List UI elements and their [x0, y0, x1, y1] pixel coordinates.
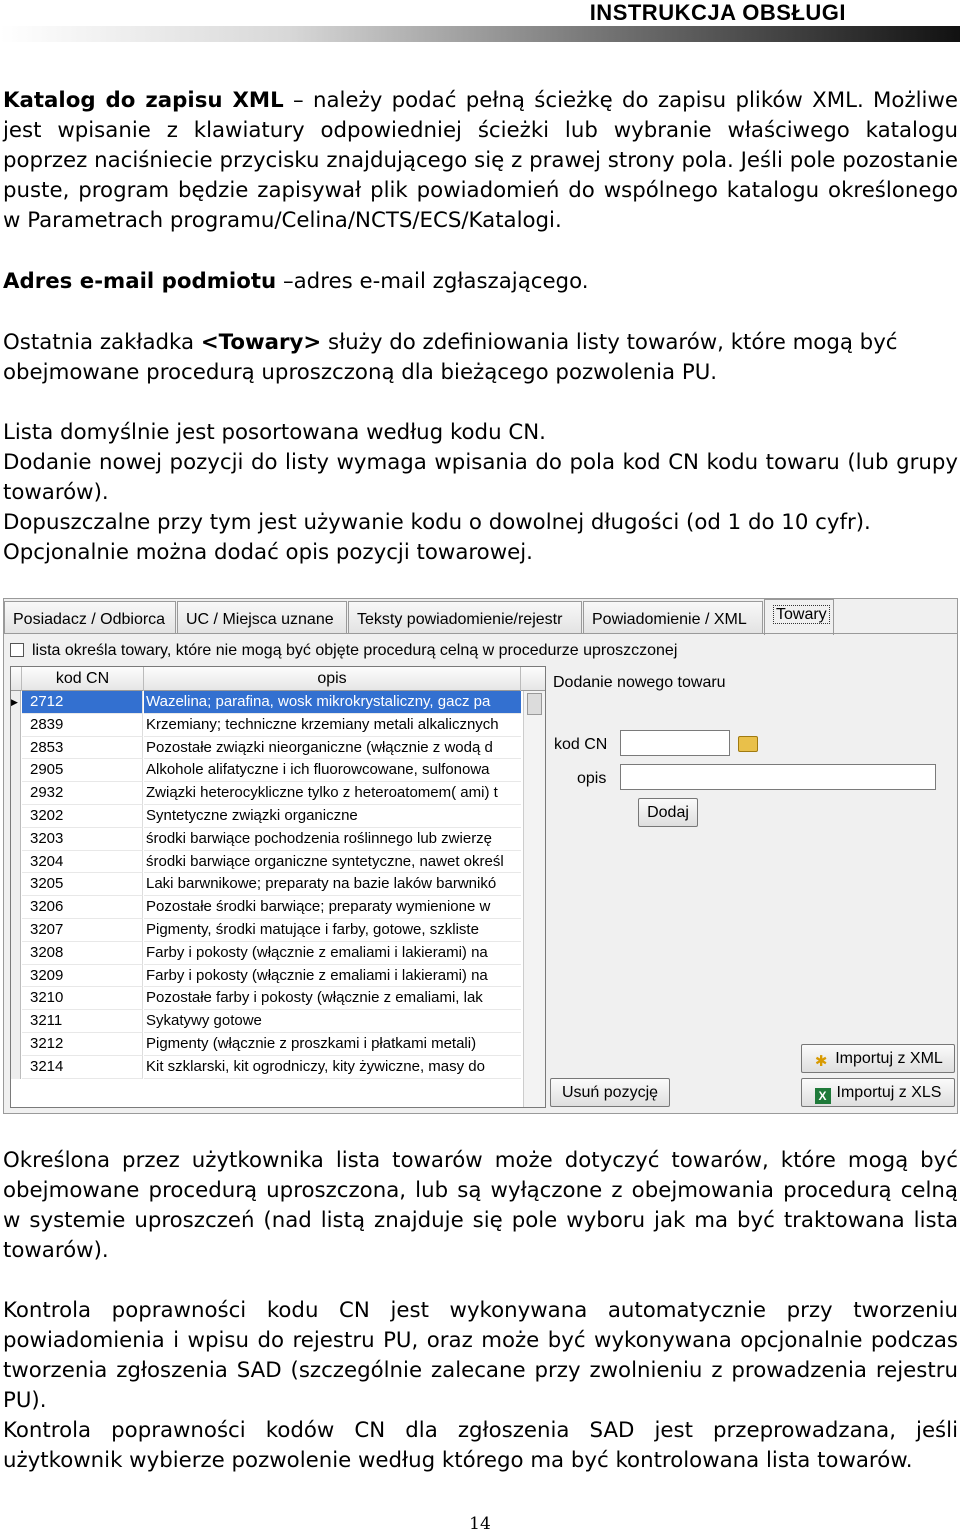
import-xls-label: Importuj z XLS — [836, 1084, 942, 1101]
goods-list-mode-checkbox-row[interactable] — [10, 642, 677, 660]
table-row[interactable] — [11, 737, 521, 760]
row-indicator — [11, 1010, 21, 1033]
import-wand-icon: ✱ — [814, 1053, 828, 1070]
table-row[interactable] — [11, 759, 521, 782]
row-indicator — [11, 1056, 21, 1079]
add-goods-title: Dodanie nowego towaru — [553, 674, 726, 691]
row-indicator — [11, 737, 21, 760]
text-email: –adres e-mail zgłaszającego. — [276, 269, 589, 294]
table-row[interactable] — [11, 965, 521, 988]
cn-code-cell[interactable]: 3209 — [22, 965, 143, 988]
table-row[interactable] — [11, 714, 521, 737]
cn-code-cell[interactable]: 2839 — [22, 714, 143, 737]
grid-indicator-header — [11, 667, 22, 691]
paragraph-user-list: Określona przez użytkownika lista towarów może dotyczyć towarów, które mogą być obejmowane procedurą uproszczona, lub są wyłączone z obejmowania procedurą celną w systemie uproszczeń (nad listą znajduje się pole wyboru jak ma być traktowana lista towarów). — [3, 1148, 958, 1263]
row-indicator — [11, 965, 21, 988]
goods-grid-rows — [11, 691, 521, 1079]
table-row[interactable] — [11, 919, 521, 942]
cn-code-cell[interactable]: 3203 — [22, 828, 143, 851]
description-cell[interactable]: Sykatywy gotowe — [144, 1010, 521, 1033]
table-row[interactable] — [11, 1056, 521, 1079]
tab-holder-recipient[interactable]: Posiadacz / Odbiorca — [4, 601, 176, 633]
paragraph-optional-desc: Opcjonalnie można dodać opis pozycji towarowej. — [3, 540, 533, 565]
table-row[interactable] — [11, 896, 521, 919]
table-row[interactable] — [11, 873, 521, 896]
paragraph-xml-catalog — [3, 86, 958, 236]
description-cell[interactable]: Związki heterocykliczne tylko z heteroatomem( ami) t — [144, 782, 521, 805]
cn-code-cell[interactable]: 3210 — [22, 987, 143, 1010]
folder-icon[interactable] — [738, 736, 758, 752]
cn-code-cell[interactable]: 3204 — [22, 851, 143, 874]
paragraph-cn-check: Kontrola poprawności kodu CN jest wykonywana automatycznie przy tworzeniu powiadomienia i wpisu do rejestru PU, oraz może być wykonywana opcjonalnie podczas tworzenia zgłoszenia SAD (szczególnie zalecane przy zwolnieniu z prowadzenia rejestru PU). — [3, 1298, 958, 1413]
row-indicator — [11, 828, 21, 851]
paragraph-goods-tab — [3, 328, 958, 388]
paragraph-email — [3, 267, 958, 297]
table-row[interactable] — [11, 828, 521, 851]
goods-list-mode-checkbox[interactable] — [10, 643, 24, 657]
cn-code-cell[interactable]: 3211 — [22, 1010, 143, 1033]
table-row[interactable] — [11, 851, 521, 874]
row-indicator — [11, 896, 21, 919]
excel-icon: X — [815, 1088, 831, 1104]
description-cell[interactable]: Farby i pokosty (włącznie z emaliami i lakierami) na — [144, 965, 521, 988]
row-indicator — [11, 851, 21, 874]
row-indicator — [11, 987, 21, 1010]
import-xls-button[interactable] — [801, 1078, 955, 1107]
description-cell[interactable]: Kit szklarski, kit ogrodniczy, kity żywiczne, masy do — [144, 1056, 521, 1079]
tab-goods[interactable] — [764, 599, 834, 635]
row-indicator — [11, 873, 21, 896]
row-indicator — [11, 919, 21, 942]
delete-item-button[interactable]: Usuń pozycję — [550, 1078, 670, 1107]
goods-grid-header — [11, 667, 545, 691]
description-cell[interactable]: Alkohole alifatyczne i ich fluorowcowane, sulfonowa — [144, 759, 521, 782]
tab-notification-texts[interactable]: Teksty powiadomienie/rejestr — [348, 601, 582, 633]
tab-notification-xml[interactable]: Powiadomienie / XML — [583, 601, 763, 633]
tab-goods-label: Towary — [773, 605, 830, 624]
row-indicator — [11, 805, 21, 828]
description-input[interactable] — [620, 764, 936, 790]
cn-code-cell[interactable]: 2932 — [22, 782, 143, 805]
row-indicator — [11, 782, 21, 805]
description-cell[interactable]: Wazelina; parafina, wosk mikrokrystaliczny, gacz pa — [144, 691, 521, 714]
description-cell[interactable]: Pigmenty (włącznie z proszkami i płatkami metali) — [144, 1033, 521, 1056]
paragraph-code-length: Dopuszczalne przy tym jest używanie kodu o dowolnej długości (od 1 do 10 cyfr). — [3, 510, 871, 535]
description-cell[interactable]: środki barwiące pochodzenia roślinnego lub zwierzę — [144, 828, 521, 851]
goods-list-mode-label: lista określa towary, które nie mogą być objęte procedurą celną w procedurze uproszczonej — [32, 642, 678, 659]
description-cell[interactable]: Pozostałe farby i pokosty (włącznie z emaliami, lak — [144, 987, 521, 1010]
cn-code-cell[interactable]: 2905 — [22, 759, 143, 782]
column-header-description[interactable]: opis — [144, 667, 521, 691]
page-number: 14 — [469, 1514, 491, 1534]
row-indicator — [11, 942, 21, 965]
term-email: Adres e-mail podmiotu — [3, 269, 277, 294]
description-cell[interactable]: Farby i pokosty (włącznie z emaliami i lakierami) na — [144, 942, 521, 965]
row-indicator: ▶ — [11, 691, 21, 714]
import-xml-button[interactable] — [801, 1044, 955, 1073]
import-xml-label: Importuj z XML — [835, 1050, 943, 1067]
table-row[interactable] — [11, 987, 521, 1010]
row-indicator — [11, 1033, 21, 1056]
description-cell[interactable]: środki barwiące organiczne syntetyczne, nawet określ — [144, 851, 521, 874]
description-cell[interactable]: Laki barwnikowe; preparaty na bazie laków barwnikó — [144, 873, 521, 896]
paragraph-sorting: Lista domyślnie jest posortowana według kodu CN. — [3, 420, 546, 445]
table-row[interactable] — [11, 782, 521, 805]
document-header-title: INSTRUKCJA OBSŁUGI — [589, 0, 846, 25]
cn-code-cell[interactable]: 3206 — [22, 896, 143, 919]
cn-code-input[interactable] — [620, 730, 730, 756]
cn-code-cell[interactable]: 3212 — [22, 1033, 143, 1056]
goods-panel — [4, 633, 957, 1113]
description-cell[interactable]: Pozostałe związki nieorganiczne (włącznie z wodą d — [144, 737, 521, 760]
add-button[interactable]: Dodaj — [638, 798, 698, 827]
cn-code-cell[interactable]: 2712 — [22, 691, 143, 714]
text-goods-tab-a: Ostatnia zakładka — [3, 330, 201, 355]
cn-code-label: kod CN — [554, 736, 608, 753]
table-row[interactable] — [11, 691, 521, 714]
tab-bar — [4, 599, 957, 635]
cn-code-cell[interactable]: 3202 — [22, 805, 143, 828]
goods-tab-screenshot — [3, 598, 958, 1114]
cn-code-cell[interactable]: 3205 — [22, 873, 143, 896]
paragraph-cn-check-sad: Kontrola poprawności kodów CN dla zgłoszenia SAD jest przeprowadzana, jeśli użytkownik wybierze pozwolenie według którego ma być kontrolowana lista towarów. — [3, 1418, 958, 1473]
description-cell[interactable]: Krzemiany; techniczne krzemiany metali alkalicznych — [144, 714, 521, 737]
row-indicator — [11, 714, 21, 737]
cn-code-cell[interactable]: 3207 — [22, 919, 143, 942]
term-goods-tab: <Towary> — [200, 330, 322, 355]
description-cell[interactable]: Pigmenty, środki matujące i farby, gotowe, szkliste — [144, 919, 521, 942]
table-row[interactable] — [11, 1010, 521, 1033]
description-label: opis — [577, 770, 607, 787]
table-row[interactable] — [11, 942, 521, 965]
description-cell[interactable]: Syntetyczne związki organiczne — [144, 805, 521, 828]
table-row[interactable] — [11, 805, 521, 828]
term-xml-catalog: Katalog do zapisu XML — [3, 88, 284, 113]
goods-grid[interactable] — [10, 666, 546, 1108]
goods-grid-scrollbar[interactable] — [523, 691, 545, 1107]
scrollbar-thumb[interactable] — [527, 693, 542, 715]
cn-code-cell[interactable]: 3208 — [22, 942, 143, 965]
paragraph-adding: Dodanie nowej pozycji do listy wymaga wpisania do pola kod CN kodu towaru (lub grupy towarów). — [3, 450, 958, 505]
cn-code-cell[interactable]: 2853 — [22, 737, 143, 760]
row-indicator — [11, 759, 21, 782]
text-goods-tab-b: służy do zdefiniowania listy towarów, które mogą być obejmowane procedurą uproszczoną dla bieżącego pozwolenia PU. — [3, 330, 898, 385]
cn-code-cell[interactable]: 3214 — [22, 1056, 143, 1079]
table-row[interactable] — [11, 1033, 521, 1056]
header-gradient-bar — [0, 26, 960, 42]
text-xml-catalog: – należy podać pełną ścieżkę do zapisu plików XML. Możliwe jest wpisanie z klawiatury odpowiedniej ścieżki lub wybranie właściwego katalogu poprzez naciśniecie przycisku znajdującego się z prawej strony pola. Jeśli pole pozostanie puste, program będzie zapisywał plik powiadomień do wspólnego katalogu określonego w Parametrach programu/Celina/NCTS/ECS/Katalogi. — [3, 88, 958, 233]
description-cell[interactable]: Pozostałe środki barwiące; preparaty wymienione w — [144, 896, 521, 919]
column-header-cn-code[interactable]: kod CN — [22, 667, 144, 691]
tab-approved-places[interactable]: UC / Miejsca uznane — [177, 601, 347, 633]
